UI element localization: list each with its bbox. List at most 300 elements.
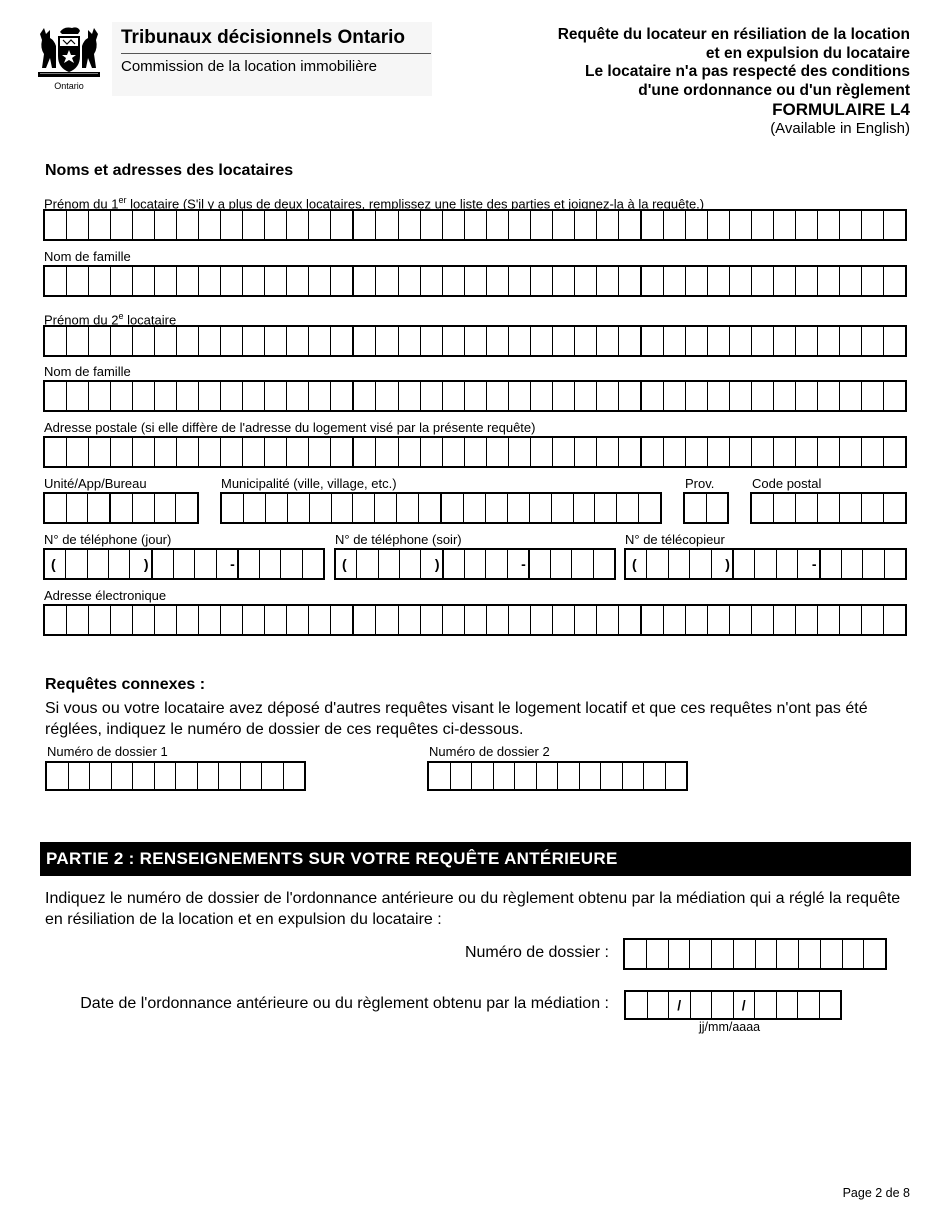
input-cell[interactable] [618, 382, 640, 410]
input-cell[interactable] [240, 763, 262, 789]
input-cell[interactable] [574, 327, 596, 355]
input-cell[interactable] [132, 211, 154, 239]
input-cell[interactable] [330, 267, 352, 295]
input-cell[interactable] [557, 763, 579, 789]
input-cell[interactable] [464, 606, 486, 634]
input-cell[interactable] [707, 211, 729, 239]
input-cell[interactable] [110, 438, 132, 466]
input-cell[interactable] [755, 940, 777, 968]
input-cell[interactable] [45, 550, 65, 578]
input-cell[interactable] [707, 438, 729, 466]
input-cell[interactable] [596, 382, 618, 410]
input-cell[interactable] [264, 327, 286, 355]
input-cell[interactable] [418, 494, 440, 522]
input-cell[interactable] [530, 438, 552, 466]
input-cell[interactable] [132, 763, 154, 789]
input-cell[interactable] [574, 267, 596, 295]
input-cell[interactable] [66, 606, 88, 634]
input-cell[interactable] [707, 606, 729, 634]
input-cell[interactable] [442, 327, 464, 355]
input-cell[interactable] [45, 382, 66, 410]
input-cell[interactable] [529, 494, 551, 522]
input-cell[interactable] [663, 211, 685, 239]
input-cell[interactable] [486, 606, 508, 634]
input-cell[interactable] [773, 382, 795, 410]
input-cell[interactable] [396, 494, 418, 522]
input-cell[interactable] [819, 992, 841, 1018]
input-cell[interactable] [375, 606, 397, 634]
input-cell[interactable] [308, 438, 330, 466]
input-cell[interactable] [45, 438, 66, 466]
input-cell[interactable] [374, 494, 396, 522]
input-cell[interactable] [508, 382, 530, 410]
input-cell[interactable] [308, 211, 330, 239]
input-cell[interactable] [88, 211, 110, 239]
input-cell[interactable] [109, 494, 132, 522]
file1-field[interactable] [45, 761, 306, 791]
input-cell[interactable] [754, 550, 775, 578]
input-cell[interactable] [242, 327, 264, 355]
input-cell[interactable] [776, 992, 798, 1018]
input-cell[interactable] [861, 438, 883, 466]
input-cell[interactable] [773, 327, 795, 355]
input-cell[interactable] [729, 382, 751, 410]
input-cell[interactable] [352, 211, 375, 239]
input-cell[interactable] [618, 606, 640, 634]
input-cell[interactable] [110, 327, 132, 355]
input-cell[interactable] [690, 992, 712, 1018]
input-cell[interactable] [283, 763, 305, 789]
input-cell[interactable] [817, 382, 839, 410]
input-cell[interactable] [442, 438, 464, 466]
input-cell[interactable] [108, 550, 129, 578]
input-cell[interactable] [154, 494, 176, 522]
input-cell[interactable] [732, 550, 754, 578]
input-cell[interactable] [398, 438, 420, 466]
input-cell[interactable] [751, 327, 773, 355]
part2-file-number-field[interactable] [623, 938, 887, 970]
input-cell[interactable] [508, 211, 530, 239]
input-cell[interactable] [552, 327, 574, 355]
input-cell[interactable] [216, 550, 237, 578]
input-cell[interactable] [820, 940, 842, 968]
input-cell[interactable] [622, 763, 644, 789]
input-cell[interactable] [707, 267, 729, 295]
input-cell[interactable] [132, 494, 154, 522]
input-cell[interactable] [485, 494, 507, 522]
input-cell[interactable] [663, 438, 685, 466]
input-cell[interactable] [883, 606, 905, 634]
input-cell[interactable] [378, 550, 399, 578]
input-cell[interactable] [729, 267, 751, 295]
input-cell[interactable] [286, 327, 308, 355]
input-cell[interactable] [88, 606, 110, 634]
input-cell[interactable] [839, 211, 861, 239]
input-cell[interactable] [132, 606, 154, 634]
input-cell[interactable] [420, 438, 442, 466]
input-cell[interactable] [220, 438, 242, 466]
input-cell[interactable] [176, 606, 198, 634]
input-cell[interactable] [242, 606, 264, 634]
input-cell[interactable] [640, 438, 663, 466]
input-cell[interactable] [795, 494, 817, 522]
input-cell[interactable] [420, 211, 442, 239]
input-cell[interactable] [336, 550, 356, 578]
input-cell[interactable] [308, 327, 330, 355]
input-cell[interactable] [530, 382, 552, 410]
input-cell[interactable] [66, 494, 88, 522]
input-cell[interactable] [220, 267, 242, 295]
input-cell[interactable] [640, 606, 663, 634]
input-cell[interactable] [733, 992, 755, 1018]
input-cell[interactable] [795, 211, 817, 239]
input-cell[interactable] [593, 550, 614, 578]
input-cell[interactable] [66, 211, 88, 239]
input-cell[interactable] [440, 494, 463, 522]
input-cell[interactable] [463, 494, 485, 522]
input-cell[interactable] [861, 327, 883, 355]
input-cell[interactable] [618, 327, 640, 355]
input-cell[interactable] [817, 211, 839, 239]
input-cell[interactable] [883, 267, 905, 295]
input-cell[interactable] [550, 550, 571, 578]
first-name-1-field[interactable] [43, 209, 907, 241]
email-field[interactable] [43, 604, 907, 636]
input-cell[interactable] [110, 382, 132, 410]
input-cell[interactable] [198, 438, 220, 466]
input-cell[interactable] [530, 267, 552, 295]
input-cell[interactable] [883, 494, 905, 522]
input-cell[interactable] [596, 267, 618, 295]
input-cell[interactable] [176, 327, 198, 355]
input-cell[interactable] [798, 940, 820, 968]
input-cell[interactable] [65, 550, 86, 578]
input-cell[interactable] [685, 606, 707, 634]
input-cell[interactable] [486, 327, 508, 355]
input-cell[interactable] [861, 382, 883, 410]
input-cell[interactable] [175, 494, 197, 522]
input-cell[interactable] [45, 327, 66, 355]
input-cell[interactable] [685, 327, 707, 355]
input-cell[interactable] [154, 211, 176, 239]
input-cell[interactable] [286, 606, 308, 634]
input-cell[interactable] [330, 327, 352, 355]
input-cell[interactable] [176, 438, 198, 466]
input-cell[interactable] [308, 267, 330, 295]
input-cell[interactable] [842, 940, 864, 968]
input-cell[interactable] [154, 382, 176, 410]
input-cell[interactable] [375, 438, 397, 466]
input-cell[interactable] [640, 211, 663, 239]
input-cell[interactable] [729, 606, 751, 634]
input-cell[interactable] [596, 211, 618, 239]
input-cell[interactable] [552, 382, 574, 410]
input-cell[interactable] [264, 267, 286, 295]
input-cell[interactable] [264, 382, 286, 410]
input-cell[interactable] [551, 494, 573, 522]
input-cell[interactable] [110, 211, 132, 239]
input-cell[interactable] [176, 382, 198, 410]
input-cell[interactable] [429, 763, 450, 789]
input-cell[interactable] [176, 211, 198, 239]
input-cell[interactable] [839, 606, 861, 634]
input-cell[interactable] [643, 763, 665, 789]
input-cell[interactable] [194, 550, 215, 578]
input-cell[interactable] [552, 606, 574, 634]
input-cell[interactable] [514, 763, 536, 789]
input-cell[interactable] [330, 438, 352, 466]
input-cell[interactable] [331, 494, 353, 522]
input-cell[interactable] [685, 382, 707, 410]
input-cell[interactable] [45, 606, 66, 634]
last-name-1-field[interactable] [43, 265, 907, 297]
input-cell[interactable] [464, 211, 486, 239]
input-cell[interactable] [220, 606, 242, 634]
input-cell[interactable] [286, 267, 308, 295]
input-cell[interactable] [493, 763, 515, 789]
input-cell[interactable] [375, 327, 397, 355]
input-cell[interactable] [198, 211, 220, 239]
input-cell[interactable] [88, 267, 110, 295]
input-cell[interactable] [198, 382, 220, 410]
input-cell[interactable] [861, 494, 883, 522]
input-cell[interactable] [752, 494, 773, 522]
input-cell[interactable] [507, 550, 528, 578]
input-cell[interactable] [352, 494, 374, 522]
input-cell[interactable] [817, 327, 839, 355]
input-cell[interactable] [356, 550, 377, 578]
input-cell[interactable] [220, 327, 242, 355]
input-cell[interactable] [259, 550, 280, 578]
input-cell[interactable] [618, 211, 640, 239]
phone-day-field[interactable] [43, 548, 325, 580]
input-cell[interactable] [883, 327, 905, 355]
input-cell[interactable] [352, 267, 375, 295]
input-cell[interactable] [132, 382, 154, 410]
input-cell[interactable] [819, 550, 841, 578]
input-cell[interactable] [286, 438, 308, 466]
input-cell[interactable] [151, 550, 173, 578]
input-cell[interactable] [243, 494, 265, 522]
input-cell[interactable] [264, 438, 286, 466]
input-cell[interactable] [663, 382, 685, 410]
input-cell[interactable] [220, 382, 242, 410]
input-cell[interactable] [486, 382, 508, 410]
input-cell[interactable] [640, 382, 663, 410]
input-cell[interactable] [773, 267, 795, 295]
input-cell[interactable] [536, 763, 558, 789]
input-cell[interactable] [154, 606, 176, 634]
input-cell[interactable] [486, 438, 508, 466]
input-cell[interactable] [302, 550, 323, 578]
input-cell[interactable] [87, 494, 109, 522]
input-cell[interactable] [773, 606, 795, 634]
input-cell[interactable] [218, 763, 240, 789]
input-cell[interactable] [552, 267, 574, 295]
input-cell[interactable] [464, 550, 485, 578]
postal-code-field[interactable] [750, 492, 907, 524]
input-cell[interactable] [530, 606, 552, 634]
input-cell[interactable] [707, 382, 729, 410]
input-cell[interactable] [261, 763, 283, 789]
input-cell[interactable] [711, 940, 733, 968]
input-cell[interactable] [287, 494, 309, 522]
input-cell[interactable] [66, 438, 88, 466]
fax-field[interactable] [624, 548, 907, 580]
input-cell[interactable] [817, 606, 839, 634]
input-cell[interactable] [442, 382, 464, 410]
input-cell[interactable] [751, 382, 773, 410]
input-cell[interactable] [508, 606, 530, 634]
input-cell[interactable] [839, 494, 861, 522]
input-cell[interactable] [640, 327, 663, 355]
input-cell[interactable] [242, 211, 264, 239]
input-cell[interactable] [330, 211, 352, 239]
input-cell[interactable] [668, 992, 690, 1018]
input-cell[interactable] [442, 211, 464, 239]
input-cell[interactable] [646, 550, 667, 578]
input-cell[interactable] [68, 763, 90, 789]
part2-date-field[interactable] [624, 990, 842, 1020]
input-cell[interactable] [398, 267, 420, 295]
input-cell[interactable] [486, 267, 508, 295]
input-cell[interactable] [751, 606, 773, 634]
municipality-field[interactable] [220, 492, 662, 524]
input-cell[interactable] [574, 438, 596, 466]
input-cell[interactable] [626, 550, 646, 578]
input-cell[interactable] [442, 606, 464, 634]
input-cell[interactable] [486, 211, 508, 239]
input-cell[interactable] [571, 550, 592, 578]
input-cell[interactable] [89, 763, 111, 789]
input-cell[interactable] [884, 550, 905, 578]
input-cell[interactable] [861, 267, 883, 295]
input-cell[interactable] [668, 550, 689, 578]
input-cell[interactable] [776, 550, 797, 578]
input-cell[interactable] [689, 550, 710, 578]
input-cell[interactable] [795, 327, 817, 355]
phone-evening-field[interactable] [334, 548, 616, 580]
input-cell[interactable] [442, 267, 464, 295]
input-cell[interactable] [596, 438, 618, 466]
input-cell[interactable] [754, 992, 776, 1018]
input-cell[interactable] [508, 267, 530, 295]
input-cell[interactable] [839, 438, 861, 466]
input-cell[interactable] [111, 763, 133, 789]
input-cell[interactable] [616, 494, 638, 522]
input-cell[interactable] [552, 438, 574, 466]
input-cell[interactable] [464, 267, 486, 295]
input-cell[interactable] [286, 382, 308, 410]
input-cell[interactable] [507, 494, 529, 522]
input-cell[interactable] [646, 940, 668, 968]
input-cell[interactable] [110, 267, 132, 295]
input-cell[interactable] [618, 267, 640, 295]
input-cell[interactable] [265, 494, 287, 522]
input-cell[interactable] [795, 606, 817, 634]
input-cell[interactable] [420, 606, 442, 634]
first-name-2-field[interactable] [43, 325, 907, 357]
input-cell[interactable] [420, 327, 442, 355]
input-cell[interactable] [176, 267, 198, 295]
input-cell[interactable] [839, 327, 861, 355]
input-cell[interactable] [330, 382, 352, 410]
input-cell[interactable] [839, 267, 861, 295]
input-cell[interactable] [508, 438, 530, 466]
input-cell[interactable] [817, 494, 839, 522]
input-cell[interactable] [45, 211, 66, 239]
input-cell[interactable] [45, 494, 66, 522]
input-cell[interactable] [668, 940, 690, 968]
input-cell[interactable] [308, 606, 330, 634]
input-cell[interactable] [841, 550, 862, 578]
input-cell[interactable] [154, 438, 176, 466]
input-cell[interactable] [198, 327, 220, 355]
input-cell[interactable] [242, 438, 264, 466]
input-cell[interactable] [398, 211, 420, 239]
input-cell[interactable] [308, 382, 330, 410]
input-cell[interactable] [530, 327, 552, 355]
input-cell[interactable] [485, 550, 506, 578]
input-cell[interactable] [861, 606, 883, 634]
input-cell[interactable] [154, 763, 176, 789]
input-cell[interactable] [399, 550, 420, 578]
input-cell[interactable] [665, 763, 687, 789]
input-cell[interactable] [420, 267, 442, 295]
unit-field[interactable] [43, 492, 199, 524]
input-cell[interactable] [66, 382, 88, 410]
input-cell[interactable] [132, 438, 154, 466]
input-cell[interactable] [638, 494, 660, 522]
input-cell[interactable] [795, 267, 817, 295]
input-cell[interactable] [773, 494, 795, 522]
input-cell[interactable] [795, 382, 817, 410]
input-cell[interactable] [286, 211, 308, 239]
input-cell[interactable] [574, 211, 596, 239]
input-cell[interactable] [751, 267, 773, 295]
input-cell[interactable] [154, 267, 176, 295]
input-cell[interactable] [375, 267, 397, 295]
input-cell[interactable] [129, 550, 150, 578]
input-cell[interactable] [625, 940, 646, 968]
input-cell[interactable] [600, 763, 622, 789]
input-cell[interactable] [626, 992, 647, 1018]
input-cell[interactable] [175, 763, 197, 789]
input-cell[interactable] [154, 327, 176, 355]
input-cell[interactable] [776, 940, 798, 968]
input-cell[interactable] [197, 763, 219, 789]
input-cell[interactable] [352, 438, 375, 466]
input-cell[interactable] [47, 763, 68, 789]
input-cell[interactable] [132, 327, 154, 355]
input-cell[interactable] [552, 211, 574, 239]
input-cell[interactable] [647, 992, 669, 1018]
input-cell[interactable] [464, 382, 486, 410]
input-cell[interactable] [398, 327, 420, 355]
input-cell[interactable] [464, 327, 486, 355]
input-cell[interactable] [689, 940, 711, 968]
input-cell[interactable] [352, 327, 375, 355]
input-cell[interactable] [729, 211, 751, 239]
input-cell[interactable] [352, 382, 375, 410]
input-cell[interactable] [66, 267, 88, 295]
input-cell[interactable] [132, 267, 154, 295]
input-cell[interactable] [242, 382, 264, 410]
input-cell[interactable] [88, 382, 110, 410]
input-cell[interactable] [883, 211, 905, 239]
input-cell[interactable] [795, 438, 817, 466]
input-cell[interactable] [663, 327, 685, 355]
